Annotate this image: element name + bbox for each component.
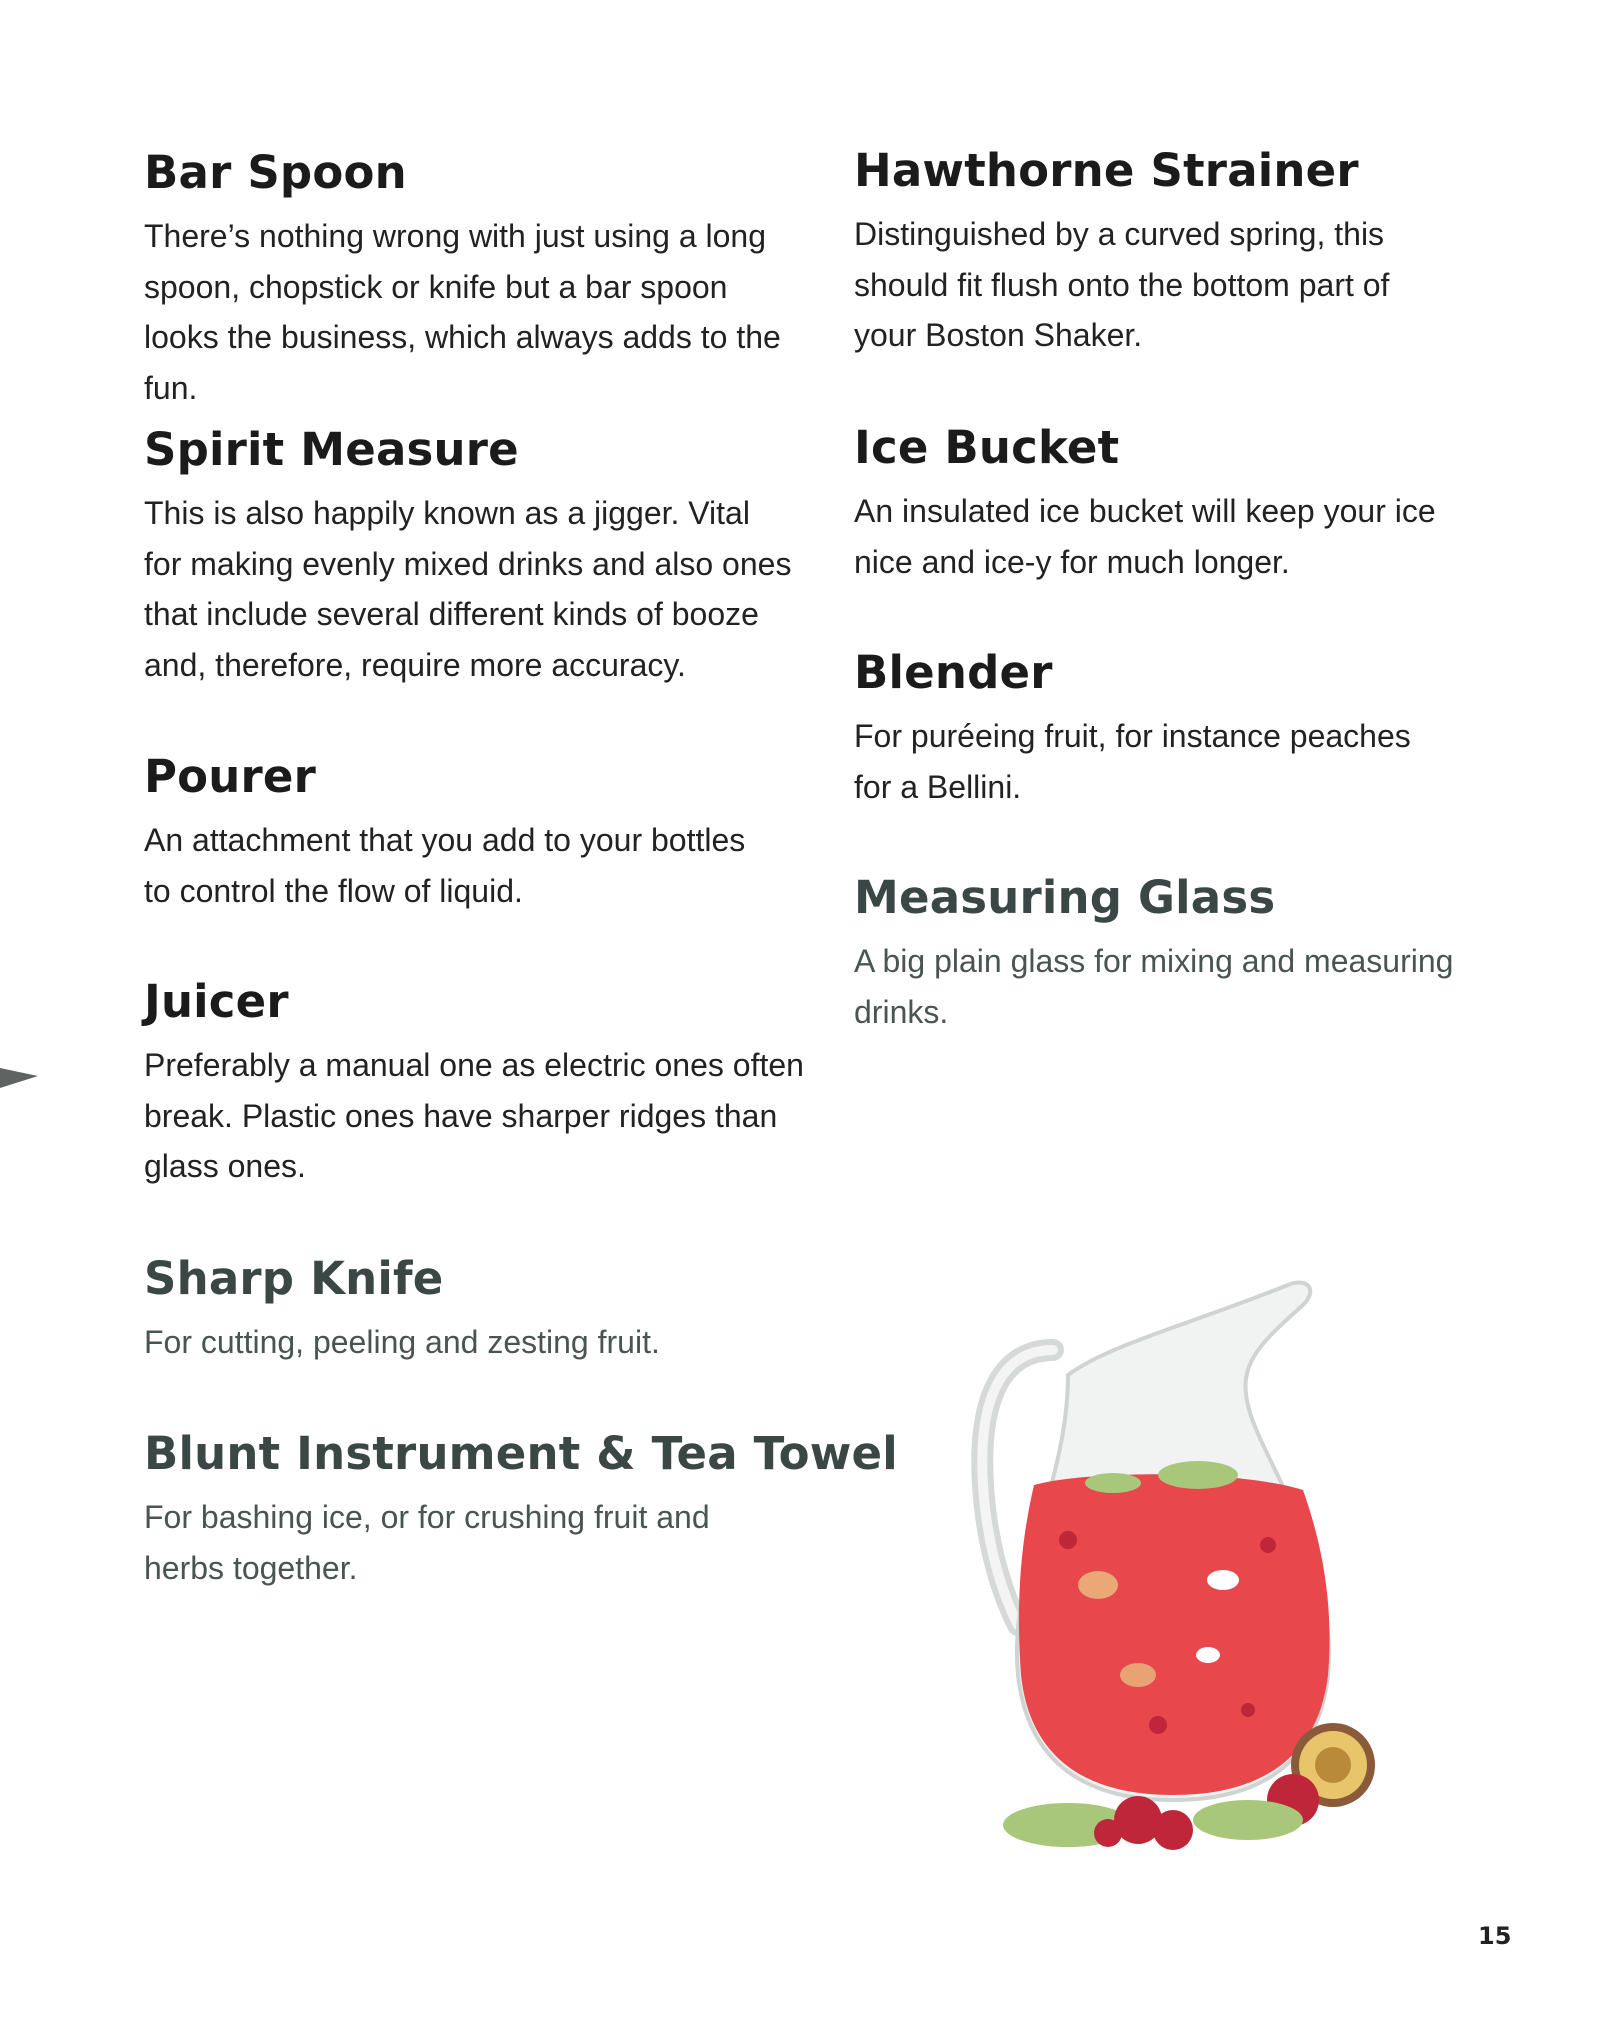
entry-title: Spirit Measure [144,423,519,476]
entry-title: Blender [854,646,1053,699]
entry-title: Blunt Instrument & Tea Towel [144,1427,898,1480]
entry-body: This is also happily known as a jigger. Vital for making evenly mixed drinks and also ones that include several different kinds of booze and, therefore, require more accuracy. [144,495,792,683]
entry-body: For puréeing fruit, for instance peaches for a Bellini. [854,718,1411,805]
edge-mark-icon [0,1062,42,1090]
entry-title: Pourer [144,750,317,803]
entry-blunt-instrument [144,1426,898,1593]
entry-hawthorne-strainer [854,143,1494,361]
entry-body: For cutting, peeling and zesting fruit. [144,1324,660,1360]
entry-bar-spoon [144,145,804,413]
entry-measuring-glass [854,870,1494,1037]
entry-title: Measuring Glass [854,871,1276,924]
entry-title: Ice Bucket [854,421,1120,474]
entry-body: Preferably a manual one as electric ones often break. Plastic ones have sharper ridges than glass ones. [144,1047,804,1184]
entry-title: Juicer [144,975,289,1028]
entry-body: For bashing ice, or for crushing fruit and herbs together. [144,1499,710,1586]
entry-body: A big plain glass for mixing and measuring drinks. [854,943,1454,1030]
entry-sharp-knife [144,1251,804,1368]
entry-body: There’s nothing wrong with just using a long spoon, chopstick or knife but a bar spoon looks the business, which always adds to the fun. [144,218,781,406]
entry-ice-bucket [854,420,1494,587]
pitcher-icon [958,1255,1398,1855]
entry-spirit-measure [144,422,804,690]
entry-body: Distinguished by a curved spring, this should fit flush onto the bottom part of your Boston Shaker. [854,216,1390,353]
entry-title: Hawthorne Strainer [854,144,1359,197]
page-number: 15 [1478,1922,1512,1950]
entry-body: An insulated ice bucket will keep your ice nice and ice-y for much longer. [854,493,1436,580]
entry-title: Bar Spoon [144,146,407,199]
entry-title: Sharp Knife [144,1252,444,1305]
entry-pourer [144,749,804,916]
entry-juicer [144,974,804,1192]
entry-body: An attachment that you add to your bottles to control the flow of liquid. [144,822,746,909]
entry-blender [854,645,1494,812]
